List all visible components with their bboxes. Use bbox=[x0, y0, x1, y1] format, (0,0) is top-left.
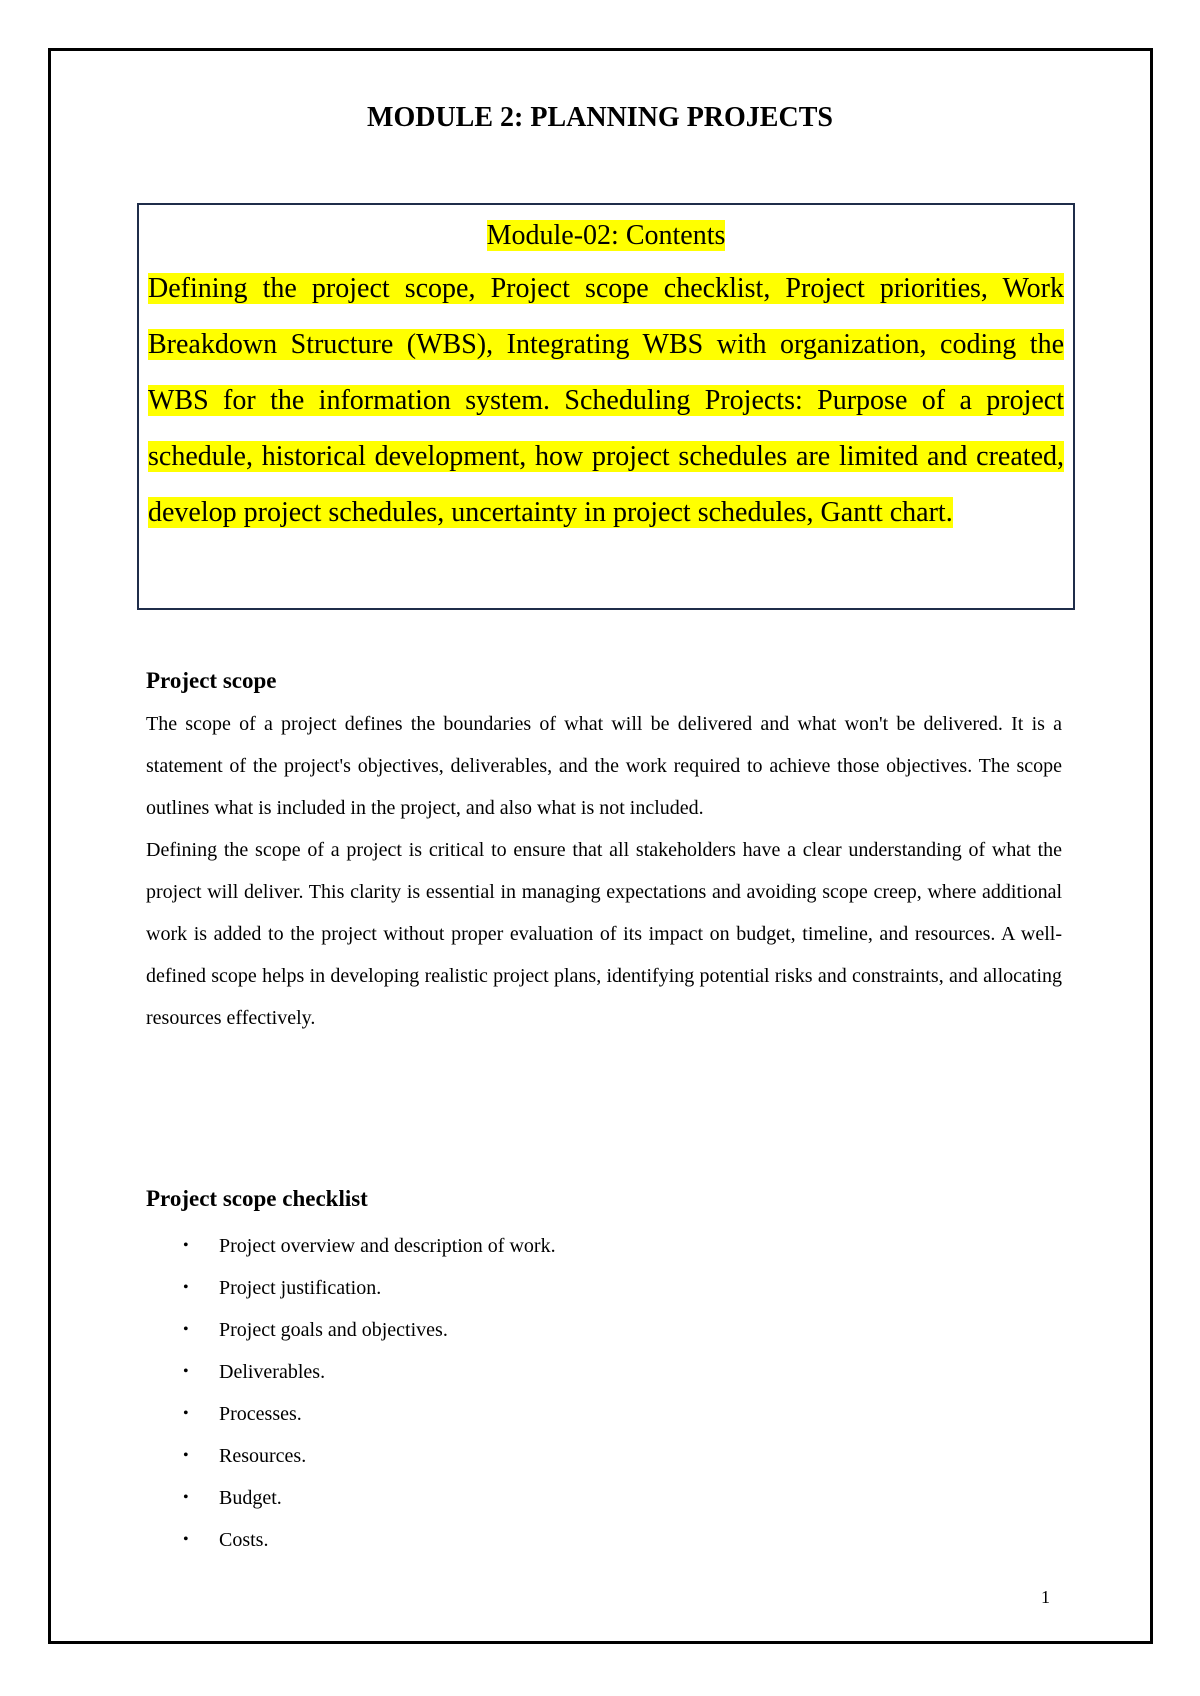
page-title: MODULE 2: PLANNING PROJECTS bbox=[367, 102, 833, 133]
contents-body bbox=[148, 261, 1064, 541]
bullet-icon: • bbox=[183, 1489, 189, 1506]
bullet-icon: • bbox=[183, 1237, 189, 1254]
list-item-text: Deliverables. bbox=[219, 1361, 326, 1383]
list-item bbox=[146, 1267, 946, 1309]
list-item bbox=[146, 1435, 946, 1477]
scope-paragraph: The scope of a project defines the boundaries of what will be delivered and what won't be delivered. It is a statement of the project's objectives, deliverables, and the work required to achieve those objectives. The scope outlines what is included in the project, and also what is not included. bbox=[146, 713, 1062, 819]
scope-paragraph: Defining the scope of a project is critical to ensure that all stakeholders have a clear understanding of what the project will deliver. This clarity is essential in managing expectations and avoiding scope creep, where additional work is added to the project without proper evaluation of its impact on budget, timeline, and resources. A well-defined scope helps in developing realistic project plans, identifying potential risks and constraints, and allocating resources effectively. bbox=[146, 839, 1062, 1029]
contents-body-text: Defining the project scope, Project scope checklist, Project priorities, Work Breakdown Structure (WBS), Integrating WBS with organization, coding the WBS for the information system. Scheduling Projects: Purpose of a project schedule, historical development, how project schedules are limited and created, develop project schedules, uncertainty in project schedules, Gantt chart. bbox=[148, 273, 1064, 528]
contents-heading-text: Module-02: Contents bbox=[486, 220, 726, 251]
list-item-text: Project justification. bbox=[219, 1277, 382, 1299]
contents-heading bbox=[148, 211, 1064, 261]
list-item-text: Processes. bbox=[219, 1403, 302, 1425]
project-scope-body bbox=[146, 703, 1062, 1039]
bullet-icon: • bbox=[183, 1321, 189, 1338]
list-item bbox=[146, 1351, 946, 1393]
list-item bbox=[146, 1225, 946, 1267]
bullet-icon: • bbox=[183, 1447, 189, 1464]
list-item-text: Budget. bbox=[219, 1487, 282, 1509]
list-item-text: Project goals and objectives. bbox=[219, 1319, 448, 1341]
list-item bbox=[146, 1477, 946, 1519]
bullet-icon: • bbox=[183, 1405, 189, 1422]
bullet-icon: • bbox=[183, 1279, 189, 1296]
module-contents-box bbox=[137, 203, 1075, 610]
list-item bbox=[146, 1393, 946, 1435]
bullet-icon: • bbox=[183, 1531, 189, 1548]
list-item-text: Resources. bbox=[219, 1445, 307, 1467]
list-item-text: Project overview and description of work. bbox=[219, 1235, 556, 1257]
section-heading-project-scope: Project scope bbox=[146, 668, 277, 693]
bullet-icon: • bbox=[183, 1363, 189, 1380]
section-heading-scope-checklist: Project scope checklist bbox=[146, 1186, 368, 1211]
list-item bbox=[146, 1519, 946, 1561]
scope-checklist bbox=[146, 1225, 946, 1561]
list-item bbox=[146, 1309, 946, 1351]
page-number: 1 bbox=[1041, 1587, 1050, 1607]
list-item-text: Costs. bbox=[219, 1529, 269, 1551]
